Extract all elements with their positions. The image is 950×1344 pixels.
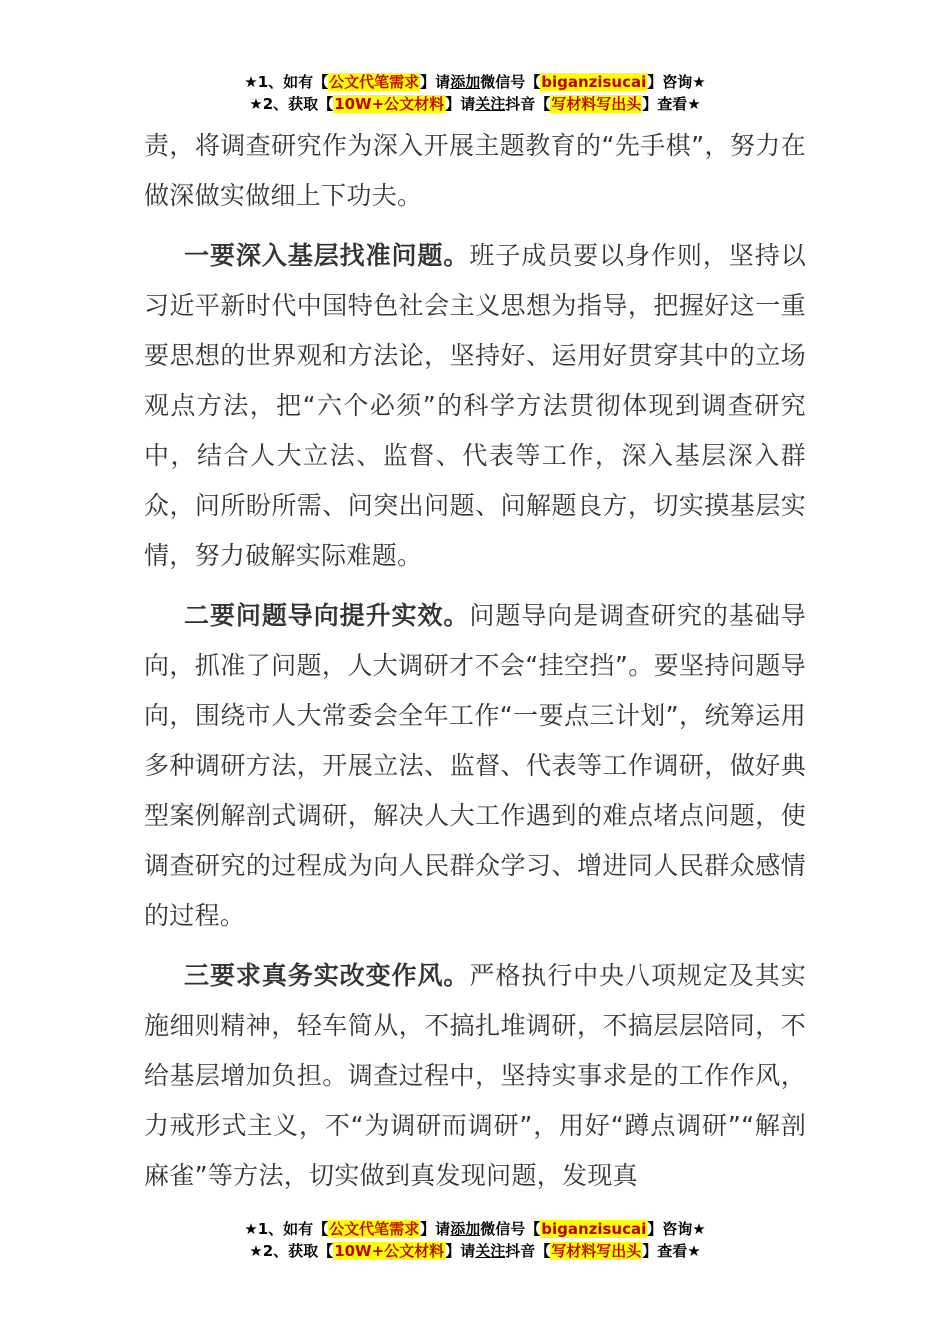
banner-highlight: 10W+公文材料: [334, 1242, 445, 1260]
paragraph-body: 问题导向是调查研究的基础导向，抓准了问题，人大调研才不会“挂空挡”。要坚持问题导向，围绕市人大常委会全年工作“一要点三计划”，统筹运用多种调研方法，开展立法、监督、代表等工作调研，做好典型案例解剖式调研，解决人大工作遇到的难点堵点问题，使调查研究的过程成为向人民群众学习、增进同人民群众感情的过程。: [144, 601, 806, 930]
banner-highlight: 写材料写出头: [551, 1242, 642, 1260]
banner-highlight: 写材料写出头: [551, 95, 642, 113]
banner-line-2: [0, 1240, 950, 1262]
banner-text: 】请: [445, 1242, 476, 1260]
paragraph-lead: 三要求真务实改变作风。: [184, 961, 470, 990]
paragraph-body: 严格执行中央八项规定及其实施细则精神，轻车简从，不搞扎堆调研，不搞层层陪同，不给基层增加负担。调查过程中，坚持实事求是的工作作风，力戒形式主义，不“为调研而调研”，用好“蹲点调研”“解剖麻雀”等方法，切实做到真发现问题，发现真: [144, 961, 806, 1190]
paragraph-lead: 一要深入基层找准问题。: [184, 241, 470, 270]
banner-text: 微信号【: [480, 1220, 541, 1238]
banner-emphasis: 关注: [475, 95, 506, 113]
banner-text: 抖音【: [505, 95, 551, 113]
banner-highlight: biganzisucai: [541, 73, 647, 91]
banner-text: ★2、获取【: [249, 95, 334, 113]
banner-text: ★1、如有【: [244, 73, 329, 91]
banner-text: ★2、获取【: [249, 1242, 334, 1260]
banner-text: 】请: [445, 95, 476, 113]
paragraph-point-3: [144, 951, 806, 1201]
header-banner: [0, 71, 950, 115]
banner-text: 微信号【: [480, 73, 541, 91]
paragraph-point-2: [144, 591, 806, 941]
banner-text: ★1、如有【: [244, 1220, 329, 1238]
banner-line-1: [0, 1218, 950, 1240]
banner-line-1: [0, 71, 950, 93]
paragraph-continued: [144, 121, 806, 221]
banner-emphasis: 关注: [475, 1242, 506, 1260]
paragraph-lead: 二要问题导向提升实效。: [184, 601, 470, 630]
banner-emphasis: 添加: [450, 73, 481, 91]
paragraph-body: 责，将调查研究作为深入开展主题教育的“先手棋”，努力在做深做实做细上下功夫。: [144, 131, 806, 210]
banner-text: 】查看★: [642, 95, 701, 113]
banner-text: 抖音【: [505, 1242, 551, 1260]
footer-banner: [0, 1218, 950, 1262]
banner-text: 】请: [420, 1220, 451, 1238]
paragraph-body: 班子成员要以身作则，坚持以习近平新时代中国特色社会主义思想为指导，把握好这一重要思想的世界观和方法论，坚持好、运用好贯穿其中的立场观点方法，把“六个必须”的科学方法贯彻体现到调查研究中，结合人大立法、监督、代表等工作，深入基层深入群众，问所盼所需、问突出问题、问解题良方，切实摸基层实情，努力破解实际难题。: [144, 241, 806, 570]
banner-emphasis: 添加: [450, 1220, 481, 1238]
banner-text: 】请: [420, 73, 451, 91]
paragraph-point-1: [144, 231, 806, 581]
banner-highlight: 10W+公文材料: [334, 95, 445, 113]
document-body: [144, 121, 806, 1211]
banner-highlight: 公文代笔需求: [329, 73, 420, 91]
banner-line-2: [0, 93, 950, 115]
banner-text: 】查看★: [642, 1242, 701, 1260]
banner-highlight: 公文代笔需求: [329, 1220, 420, 1238]
banner-text: 】咨询★: [647, 1220, 706, 1238]
banner-highlight: biganzisucai: [541, 1220, 647, 1238]
banner-text: 】咨询★: [647, 73, 706, 91]
